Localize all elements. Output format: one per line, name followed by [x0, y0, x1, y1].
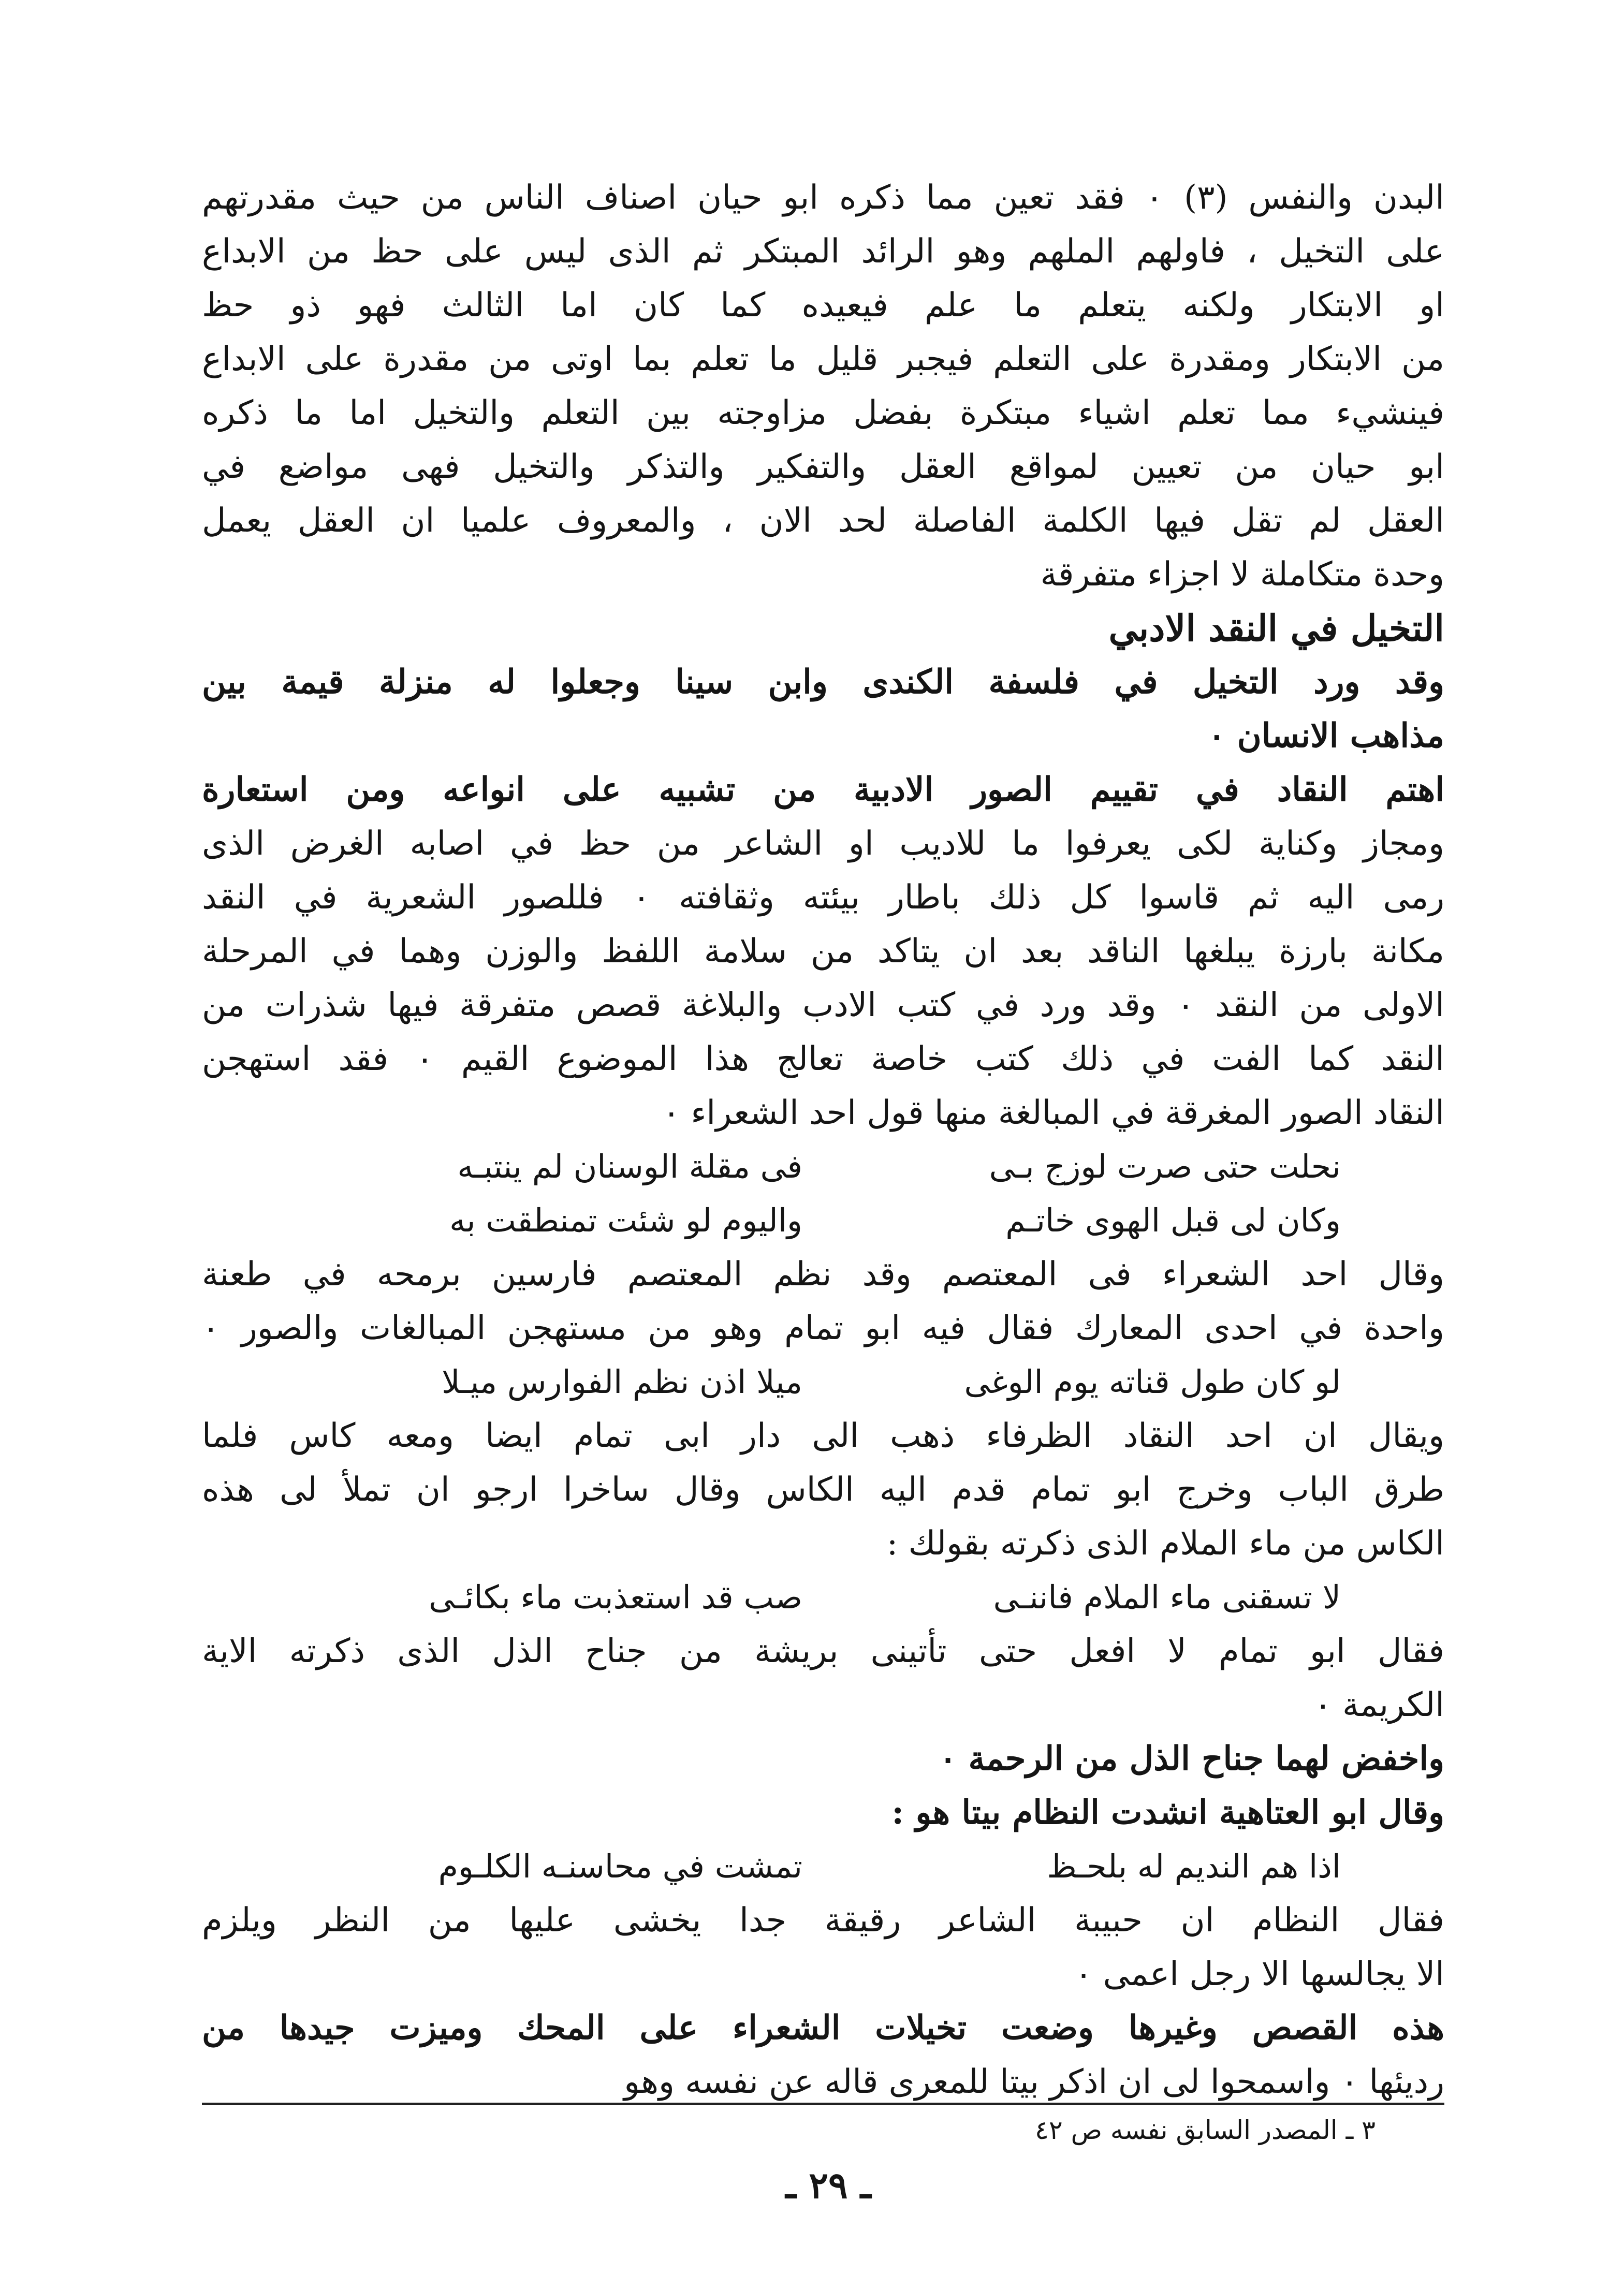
verse-hemistich: نحلت حتى صرت لوزج بـى — [989, 1148, 1341, 1185]
text-line: وقال ابو العتاهية انشدت النظام بيتا هو : — [891, 1793, 1444, 1832]
verse-hemistich: وكان لى قبل الهوى خاتـم — [1005, 1201, 1341, 1239]
text-line: النقاد الصور المغرقة في المبالغة منها قول احد الشعراء ٠ — [662, 1094, 1444, 1132]
text-line: وقال احد الشعراء فى المعتصم وقد نظم المعتصم فارسين برمحه في طعنة — [202, 1255, 1444, 1294]
text-line: فقال النظام ان حبيبة الشاعر رقيقة جدا يخشى عليها من النظر ويلزم — [202, 1901, 1444, 1940]
verse-hemistich: اذا هم النديم له بلحـظ — [1047, 1847, 1341, 1885]
text-line: مكانة بارزة يبلغها الناقد بعد ان يتاكد من سلامة اللفظ والوزن وهما في المرحلة — [202, 932, 1444, 971]
poem-verse — [202, 1355, 1341, 1409]
text-line: ومجاز وكناية لكى يعرفوا ما للاديب او الشاعر من حظ في اصابه الغرض الذى — [202, 825, 1444, 863]
verse-hemistich: تمشت في محاسنـه الكلـوم — [438, 1847, 802, 1885]
text-line: من الابتكار ومقدرة على التعلم فيجبر قليل ما تعلم بما اوتى من مقدرة على الابداع — [202, 340, 1444, 378]
footnote: ٣ ـ المصدر السابق نفسه ص ٤٢ — [1034, 2115, 1376, 2145]
text-line: وقد ورد التخيل في فلسفة الكندى وابن سينا وجعلوا له منزلة قيمة بين — [202, 663, 1444, 701]
verse-hemistich: صب قد استعذبت ماء بكائـى — [429, 1578, 802, 1616]
text-line: رمى اليه ثم قاسوا كل ذلك باطار بيئته وثقافته ٠ فللصور الشعرية في النقد — [202, 878, 1444, 917]
verse-hemistich: واليوم لو شئت تمنطقت به — [449, 1201, 802, 1239]
text-line: اهتم النقاد في تقييم الصور الادبية من تشبيه على انواعه ومن استعارة — [202, 770, 1444, 809]
text-line: واحدة في احدى المعارك فقال فيه ابو تمام وهو من مستهجن المبالغات والصور ٠ — [202, 1309, 1444, 1347]
text-line: رديئها ٠ واسمحوا لى ان اذكر بيتا للمعرى قاله عن نفسه وهو — [624, 2063, 1444, 2101]
text-line: النقد كما الفت في ذلك كتب خاصة تعالج هذا الموضوع القيم ٠ فقد استهجن — [202, 1040, 1444, 1078]
text-line: الا يجالسها الا رجل اعمى ٠ — [1074, 1955, 1444, 1993]
poem-verse — [202, 1140, 1341, 1194]
verse-hemistich: ميلا اذن نظم الفوارس ميـلا — [442, 1363, 802, 1401]
poem-verse — [202, 1571, 1341, 1624]
text-line: فينشيء مما تعلم اشياء مبتكرة بفضل مزاوجته بين التعلم والتخيل اما ما ذكره — [202, 394, 1444, 432]
poem-verse — [202, 1840, 1341, 1894]
text-line: وحدة متكاملة لا اجزاء متفرقة — [1040, 555, 1444, 594]
text-line: البدن والنفس (٣) ٠ فقد تعين مما ذكره ابو حيان اصناف الناس من حيث مقدرتهم — [202, 179, 1444, 217]
text-line: على التخيل ، فاولهم الملهم وهو الرائد المبتكر ثم الذى ليس على حظ من الابداع — [202, 232, 1444, 271]
footnote-divider — [202, 2103, 1444, 2105]
page-number: ـ ٢٩ ـ — [785, 2164, 871, 2207]
text-line: الكاس من ماء الملام الذى ذكرته بقولك : — [886, 1524, 1444, 1563]
section-heading: التخيل في النقد الادبي — [1108, 607, 1444, 650]
text-line: العقل لم تقل فيها الكلمة الفاصلة لحد الان ، والمعروف علميا ان العقل يعمل — [202, 502, 1444, 540]
text-line: مذاهب الانسان ٠ — [1208, 716, 1444, 755]
text-line: الاولى من النقد ٠ وقد ورد في كتب الادب والبلاغة قصص متفرقة فيها شذرات من — [202, 986, 1444, 1024]
text-line: ابو حيان من تعيين لمواقع العقل والتفكير والتذكر والتخيل فهى مواضع في — [202, 448, 1444, 486]
page-body — [202, 171, 1444, 2179]
verse-hemistich: لا تسقنى ماء الملام فاننـى — [993, 1578, 1341, 1616]
verse-hemistich: فى مقلة الوسنان لم ينتبـه — [457, 1148, 802, 1185]
text-line: فقال ابو تمام لا افعل حتى تأتينى بريشة من جناح الذل الذى ذكرته الاية — [202, 1632, 1444, 1670]
text-line: ويقال ان احد النقاد الظرفاء ذهب الى دار ابى تمام ايضا ومعه كاس فلما — [202, 1417, 1444, 1455]
text-line: طرق الباب وخرج ابو تمام قدم اليه الكاس وقال ساخرا ارجو ان تملأ لى هذه — [202, 1471, 1444, 1509]
text-line: او الابتكار ولكنه يتعلم ما علم فيعيده كما كان اما الثالث فهو ذو حظ — [202, 286, 1444, 325]
poem-verse — [202, 1194, 1341, 1248]
text-line: هذه القصص وغيرها وضعت تخيلات الشعراء على المحك وميزت جيدها من — [202, 2008, 1444, 2047]
verse-hemistich: لو كان طول قناته يوم الوغى — [964, 1363, 1341, 1401]
quran-quote: واخفض لهما جناح الذل من الرحمة ٠ — [939, 1739, 1444, 1778]
text-line: الكريمة ٠ — [1314, 1686, 1444, 1724]
